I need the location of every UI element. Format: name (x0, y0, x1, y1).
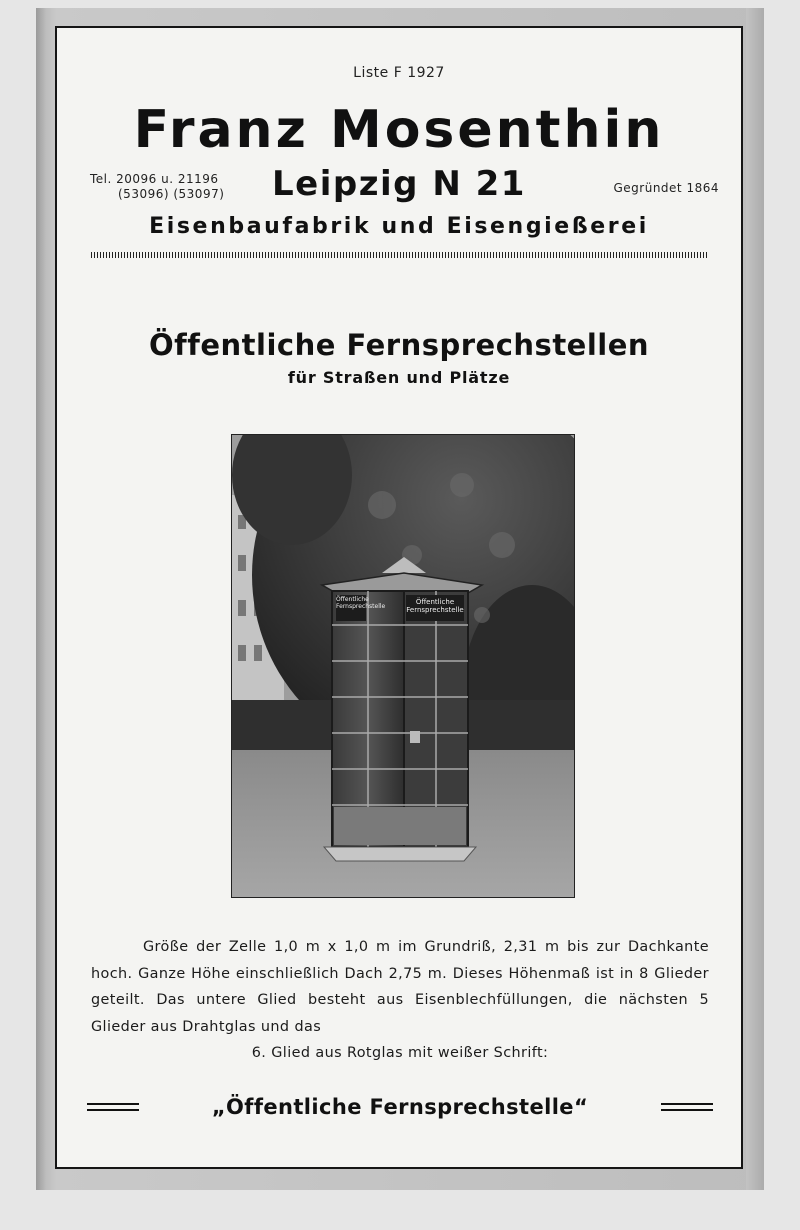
description-body: Größe der Zelle 1,0 m x 1,0 m im Grundriß, 2,31 m bis zur Dachkante hoch. Ganze Höhe einschließlich Dach 2,75 m. Dieses Höhenmaß ist in 8 Glieder geteilt. Das untere Glied besteht aus Eisenblechfüllungen, die nächsten 5 Glieder aus Drahtglas und das (91, 939, 709, 1035)
telephone-line-1: Tel. 20096 u. 21196 (90, 172, 219, 186)
double-rule-right (661, 1103, 713, 1111)
booth-sign-right: Öffentliche Fernsprechstelle (406, 598, 464, 614)
hatched-divider (91, 252, 709, 258)
double-rule-left (87, 1103, 139, 1111)
city-address: Leipzig N 21 (272, 164, 526, 204)
slogan: „Öffentliche Fernsprechstelle“ (211, 1095, 589, 1119)
slogan-row (87, 1092, 713, 1122)
page-heading: Öffentliche Fernsprechstellen (148, 328, 650, 362)
founded-year: Gegründet 1864 (613, 181, 719, 195)
telephone-line-2: (53096) (53097) (118, 187, 225, 201)
booth-sign-left: Öffentliche Fernsprechstelle (336, 596, 386, 610)
photo-illustration (232, 435, 574, 897)
company-name: Franz Mosenthin (133, 100, 665, 160)
page-subheading: für Straßen und Plätze (287, 368, 511, 387)
description-text (91, 934, 709, 1067)
trade-line: Eisenbaufabrik und Eisengießerei (149, 214, 649, 239)
description-last-line: 6. Glied aus Rotglas mit weißer Schrift: (251, 1045, 549, 1061)
telephone-booth-photo (231, 434, 575, 898)
list-number: Liste F 1927 (353, 65, 445, 81)
page-frame (55, 26, 743, 1169)
